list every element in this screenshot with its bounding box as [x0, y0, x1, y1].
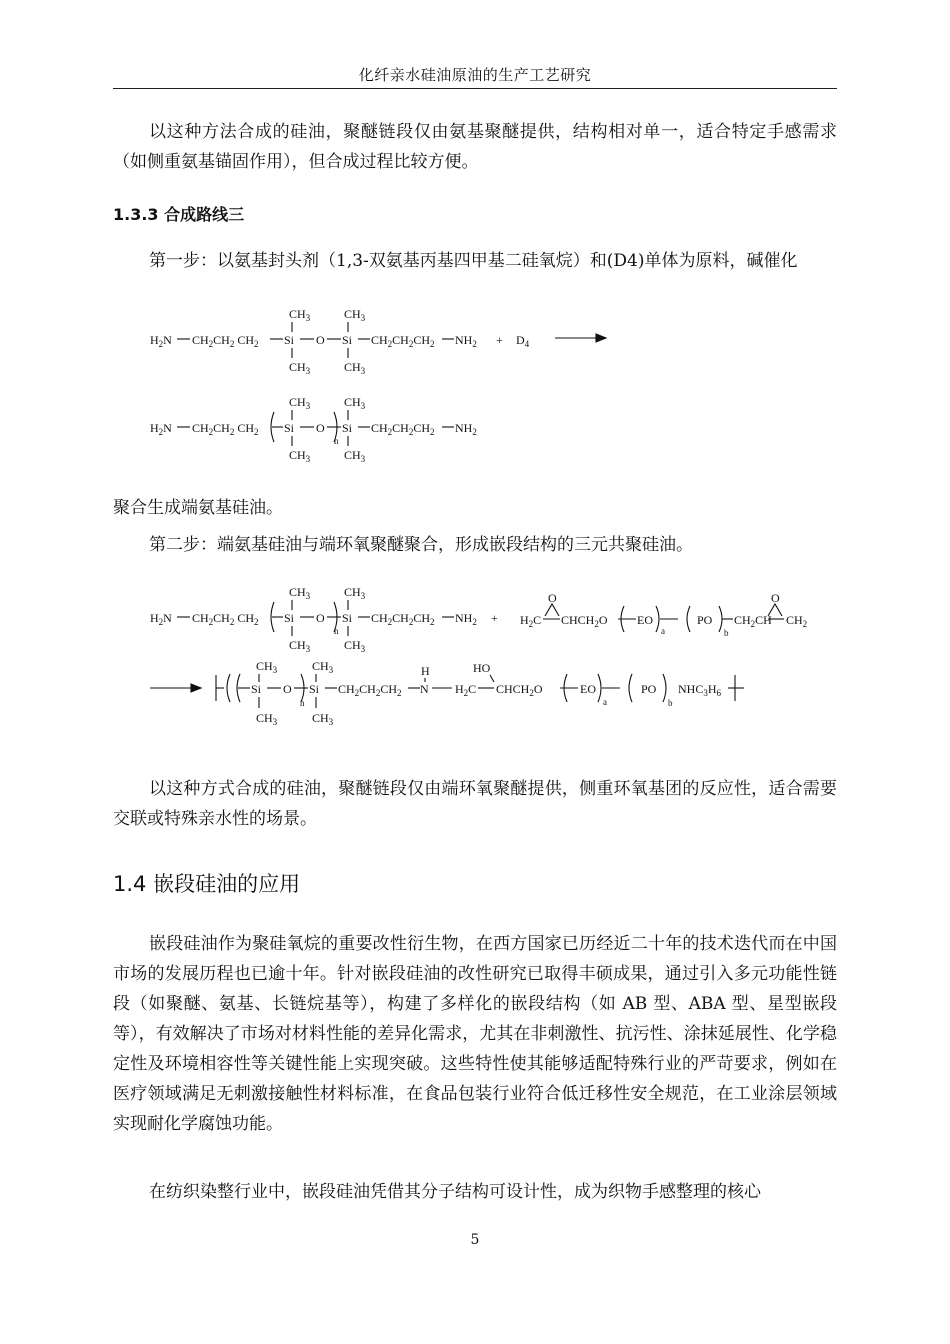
svg-text:Si: Si — [342, 421, 353, 435]
svg-text:CH2CH2 CH2: $CH_2CH_2$ $CH_2$ — [192, 421, 259, 437]
svg-text:CH3: $CH_3$ — [312, 659, 334, 675]
svg-text:EO: EO — [580, 682, 596, 696]
svg-text:O: O — [316, 611, 325, 625]
svg-text:n: n — [334, 626, 339, 636]
paragraph-step2: 第二步：端氨基硅油与端环氧聚醚聚合，形成嵌段结构的三元共聚硅油。 — [149, 535, 693, 555]
amino-silicone-reactant — [150, 585, 477, 654]
svg-text:CH3: $CH_3$ — [289, 360, 311, 376]
svg-text:n: n — [334, 436, 339, 446]
svg-text:n: n — [300, 698, 305, 708]
reaction-scheme-1 — [0, 300, 950, 465]
svg-text:NH2: $NH_2$ — [455, 611, 477, 627]
section-heading-1-3-3: 1.3.3 合成路线三 — [113, 205, 245, 224]
product-formula — [150, 395, 477, 464]
svg-text:NHC3H6: $NHC_3H_6$ — [678, 682, 722, 698]
reaction-arrow-2 — [150, 684, 201, 692]
paragraph-route3-summary: 以这种方式合成的硅油，聚醚链段仅由端环氧聚醚提供，侧重环氧基团的反应性，适合需要交联或特殊亲水性的场景。 — [113, 779, 837, 829]
svg-text:NH2: $NH_2$ — [455, 333, 477, 349]
svg-text:Si: Si — [284, 421, 295, 435]
svg-text:CH3: $CH_3$ — [344, 448, 366, 464]
svg-text:CH2CH2CH2: $CH_2CH_2CH_2$ — [371, 421, 435, 437]
svg-text:CH3: $CH_3$ — [289, 585, 311, 601]
svg-text:H2N: $H_2N$ — [150, 611, 172, 627]
paragraph-step1: 第一步：以氨基封头剂（1,3-双氨基丙基四甲基二硅氧烷）和(D4)单体为原料，碱催化 — [149, 251, 798, 271]
paragraph-applications: 嵌段硅油作为聚硅氧烷的重要改性衍生物，在西方国家已历经近二十年的技术迭代而在中国市场的发展历程也已逾十年。针对嵌段硅油的改性研究已取得丰硕成果，通过引入多元功能性链段（如聚醚、氨基、长链烷基等），构建了多样化的嵌段结构（如 AB 型、ABA 型、星型嵌段等），有效解决了市场对材料性能的差异化需求，尤其在非刺激性、抗污性、涂抹延展性、化学稳定性及环境相容性等关键性能上实现突破。这些特性使其能够适配特殊行业的严苛要求，例如在医疗领域满足无刺激接触性材料标准，在食品包装行业符合低迁移性安全规范，在工业涂层领域实现耐化学腐蚀功能。 — [113, 934, 837, 1134]
svg-text:O: O — [548, 591, 557, 605]
svg-text:CH3: $CH_3$ — [344, 307, 366, 323]
svg-text:CH3: $CH_3$ — [256, 711, 278, 727]
svg-text:CH2CH2CH2: $CH_2CH_2CH_2$ — [338, 682, 402, 698]
reactant-formula — [150, 307, 477, 376]
svg-text:CH3: $CH_3$ — [344, 395, 366, 411]
svg-text:PO: PO — [641, 682, 657, 696]
svg-text:PO: PO — [697, 613, 713, 627]
d4-monomer: $D_4$ — [516, 333, 530, 349]
svg-text:Si: Si — [251, 682, 262, 696]
svg-text:b: b — [724, 628, 729, 638]
svg-text:H2C: $H_2C$ — [520, 613, 542, 629]
svg-text:CH3: $CH_3$ — [289, 307, 311, 323]
svg-text:a: a — [661, 626, 665, 636]
svg-text:CH3: $CH_3$ — [344, 360, 366, 376]
svg-text:H: H — [421, 664, 430, 678]
svg-text:CHCH2O: $CHCH_2O$ — [561, 613, 608, 629]
svg-text:O: O — [283, 682, 292, 696]
svg-text:HO: HO — [473, 661, 491, 675]
paragraph-route2-summary: 以这种方法合成的硅油，聚醚链段仅由氨基聚醚提供，结构相对单一，适合特定手感需求（如侧重氨基锚固作用），但合成过程比较方便。 — [113, 122, 837, 172]
svg-text:CH3: $CH_3$ — [344, 585, 366, 601]
svg-text:CH3: $CH_3$ — [289, 638, 311, 654]
svg-text:Si: Si — [342, 611, 353, 625]
svg-text:O: O — [316, 333, 325, 347]
svg-text:CH2CH: $CH_2CH$ — [734, 613, 772, 629]
svg-text:CH3: $CH_3$ — [289, 448, 311, 464]
reaction-arrow — [555, 334, 606, 342]
header-rule — [113, 88, 837, 89]
svg-text:Si: Si — [342, 333, 353, 347]
svg-text:CH2: $CH_2$ — [786, 613, 808, 629]
running-header: 化纤亲水硅油原油的生产工艺研究 — [358, 66, 592, 84]
svg-text:NH2: $NH_2$ — [455, 421, 477, 437]
svg-text:Si: Si — [284, 333, 295, 347]
svg-text:CH3: $CH_3$ — [289, 395, 311, 411]
svg-text:H2C: $H_2C$ — [455, 682, 477, 698]
plus-sign-2: + — [491, 611, 498, 625]
svg-text:O: O — [316, 421, 325, 435]
svg-text:H2N: $H_2N$ — [150, 421, 172, 437]
svg-text:CH2CH2 CH2: $CH_2CH_2$ $CH_2$ — [192, 611, 259, 627]
svg-text:b: b — [668, 698, 673, 708]
paragraph-step1-continued: 聚合生成端氨基硅油。 — [113, 498, 283, 518]
page-number: 5 — [470, 1232, 480, 1248]
paragraph-textile: 在纺织染整行业中，嵌段硅油凭借其分子结构可设计性，成为织物手感整理的核心 — [149, 1182, 761, 1202]
svg-text:CH3: $CH_3$ — [344, 638, 366, 654]
section-heading-1-4: 1.4 嵌段硅油的应用 — [113, 872, 301, 896]
svg-text:CH2CH2CH2: $CH_2CH_2CH_2$ — [371, 333, 435, 349]
svg-text:CH3: $CH_3$ — [312, 711, 334, 727]
plus-sign: + — [496, 333, 503, 347]
svg-text:CH3: $CH_3$ — [256, 659, 278, 675]
svg-text:EO: EO — [637, 613, 653, 627]
svg-text:Si: Si — [284, 611, 295, 625]
svg-text:H2N: $H_2N$ — [150, 333, 172, 349]
svg-text:Si: Si — [309, 682, 320, 696]
svg-text:O: O — [771, 591, 780, 605]
svg-text:a: a — [603, 697, 607, 707]
svg-text:CH2CH2CH2: $CH_2CH_2CH_2$ — [371, 611, 435, 627]
block-copolymer-product — [216, 659, 744, 727]
svg-text:CHCH2O: $CHCH_2O$ — [496, 682, 543, 698]
svg-text:N: N — [420, 682, 429, 696]
epoxy-polyether-reactant — [520, 591, 807, 638]
svg-text:CH2CH2 CH2: $CH_2CH_2$ $CH_2$ — [192, 333, 259, 349]
reaction-scheme-2 — [0, 578, 950, 728]
